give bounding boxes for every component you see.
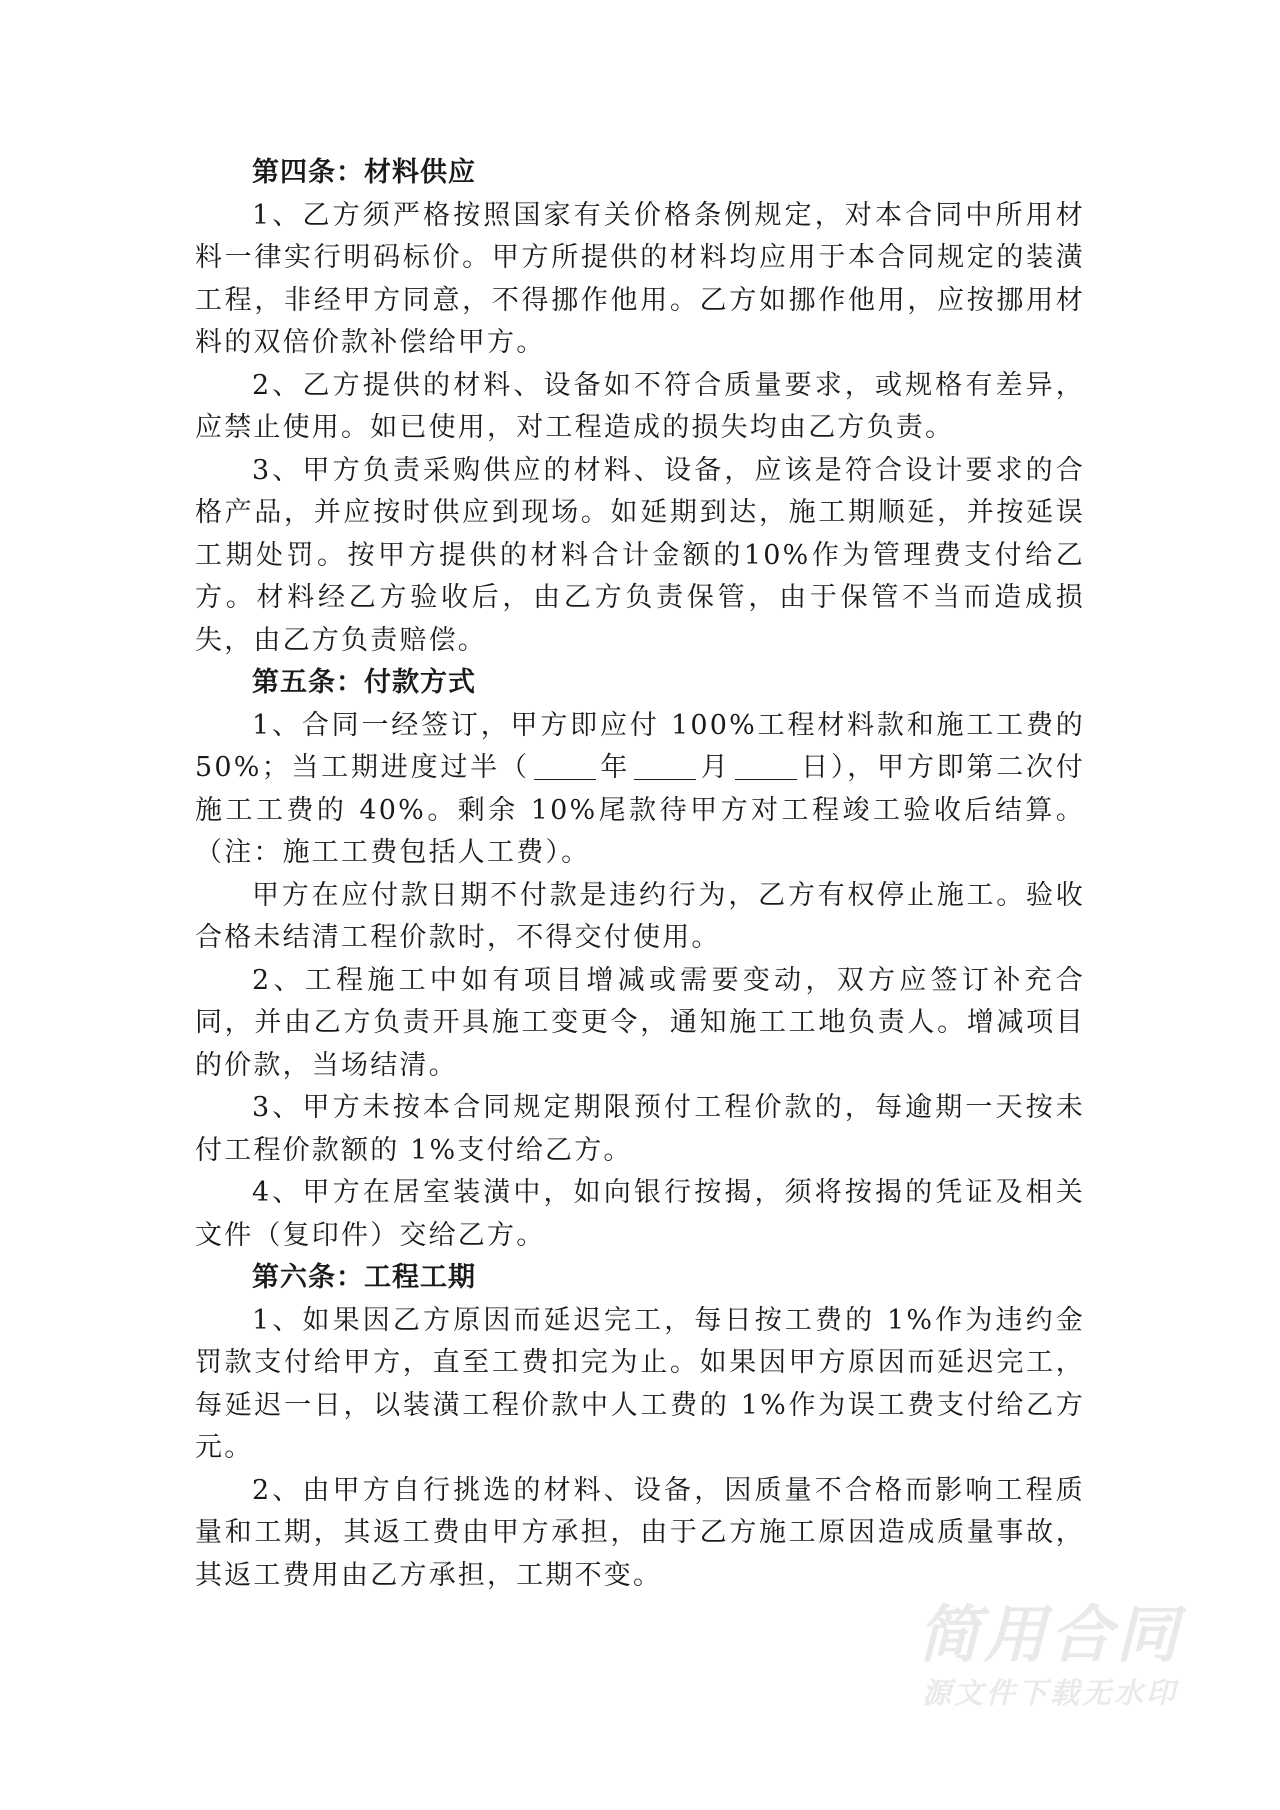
paragraph: 2、工程施工中如有项目增减或需要变动，双方应签订补充合同，并由乙方负责开具施工变更令，通知施工工地负责人。增减项目的价款，当场结清。 bbox=[195, 964, 1085, 1081]
watermark-tagline: 源文件下载无水印 bbox=[921, 1676, 1178, 1710]
paragraph: 3、甲方负责采购供应的材料、设备，应该是符合设计要求的合格产品，并应按时供应到现场。如延期到达，施工期顺延，并按延误工期处罚。按甲方提供的材料合计金额的10%作为管理费支付给乙方。材料经乙方验收后，由乙方负责保管，由于保管不当而造成损失，由乙方负责赔偿。 bbox=[195, 454, 1085, 656]
paragraph: 1、乙方须严格按照国家有关价格条例规定，对本合同中所用材料一律实行明码标价。甲方所提供的材料均应用于本合同规定的装潢工程，非经甲方同意，不得挪作他用。乙方如挪作他用，应按挪用材料的双倍价款补偿给甲方。 bbox=[195, 199, 1085, 358]
day-label: 日 bbox=[800, 752, 831, 783]
paragraph: 4、甲方在居室装潢中，如向银行按揭，须将按揭的凭证及相关文件（复印件）交给乙方。 bbox=[195, 1177, 1085, 1251]
paragraph: 2、由甲方自行挑选的材料、设备，因质量不合格而影响工程质量和工期，其返工费由甲方承担，由于乙方施工原因造成质量事故，其返工费用由乙方承担，工期不变。 bbox=[195, 1474, 1085, 1591]
text: 1、合同一经签订，甲方即应付 100%工程材料款和施工工费的50%；当工期进度过半（ bbox=[195, 709, 1085, 783]
day-blank bbox=[735, 751, 797, 780]
month-label: 月 bbox=[700, 752, 731, 783]
paragraph: 3、甲方未按本合同规定期限预付工程价款的，每逾期一天按未付工程价款额的 1%支付给乙方。 bbox=[195, 1092, 1085, 1166]
contract-body bbox=[195, 152, 1085, 1597]
year-blank bbox=[534, 751, 596, 780]
paragraph-payment-schedule bbox=[195, 705, 1085, 875]
section-heading-materials: 第四条：材料供应 bbox=[252, 157, 476, 188]
year-label: 年 bbox=[599, 752, 631, 783]
watermark-brand: 简用合同 bbox=[917, 1598, 1182, 1671]
paragraph: 2、乙方提供的材料、设备如不符合质量要求，或规格有差异，应禁止使用。如已使用，对工程造成的损失均由乙方负责。 bbox=[195, 369, 1085, 443]
paragraph: 1、如果因乙方原因而延迟完工，每日按工费的 1%作为违约金罚款支付给甲方，直至工费扣完为止。如果因甲方原因而延迟完工，每延迟一日，以装潢工程价款中人工费的 1%作为误工费支付给乙方元。 bbox=[195, 1304, 1085, 1463]
text: ），甲方即第二次付施工工费的 40%。剩余 10%尾款待甲方对工程竣工验收后结算。（注：施工工费包括人工费）。 bbox=[195, 752, 1085, 868]
section-heading-payment: 第五条：付款方式 bbox=[252, 667, 476, 698]
section-heading-schedule: 第六条：工程工期 bbox=[252, 1262, 476, 1293]
paragraph: 甲方在应付款日期不付款是违约行为，乙方有权停止施工。验收合格未结清工程价款时，不得交付使用。 bbox=[195, 879, 1085, 953]
month-blank bbox=[634, 751, 696, 780]
watermark bbox=[880, 1600, 1220, 1716]
